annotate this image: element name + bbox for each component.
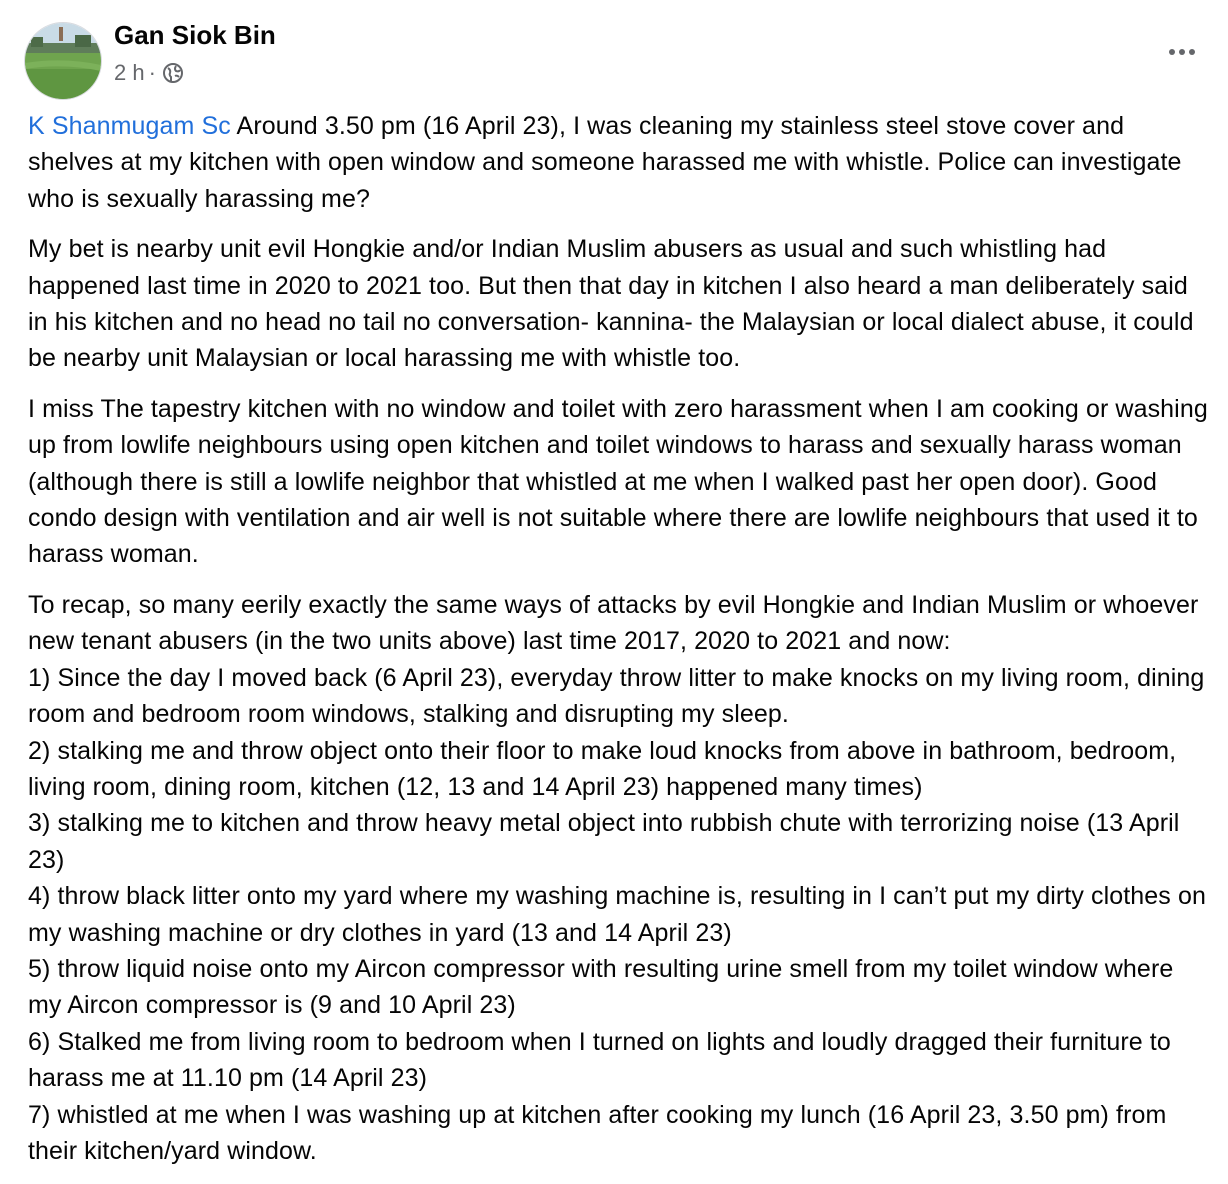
recap-item: 4) throw black litter onto my yard where my washing machine is, resulting in I can’t put my dirty clothes on my washing machine or dry clothes in yard (13 and 14 April 23) [28,882,1206,947]
post-body [28,108,1208,1183]
post-paragraph-1 [28,108,1208,217]
more-options-icon[interactable] [1160,34,1204,70]
meta-separator: · [148,60,156,85]
post-paragraph-2: My bet is nearby unit evil Hongkie and/or Indian Muslim abusers as usual and such whistling had happened last time in 2020 to 2021 too. But then that day in kitchen I also heard a man deliberately said in his kitchen and no head no tail no conversation- kannina- the Malaysian or local dialect abuse, it could be nearby unit Malaysian or local harassing me with whistle too. [28,235,1194,373]
mention-link[interactable]: K Shanmugam Sc [28,112,231,140]
recap-item: 7) whistled at me when I was washing up at kitchen after cooking my lunch (16 April 23, 3.50 pm) from their kitchen/yard window. [28,1100,1167,1165]
post-recap [28,587,1208,1170]
recap-item: 5) throw liquid noise onto my Aircon compressor with resulting urine smell from my toilet window where my Aircon compressor is (9 and 10 April 23) [28,954,1174,1020]
post-meta [114,60,184,86]
author-name[interactable]: Gan Siok Bin [114,20,276,50]
paragraph-text: Around 3.50 pm (16 April 23), I was cleaning my stainless steel stove cover and shelves at my kitchen with open window and someone harassed me with whistle. Police can investigate who is sexually harassing me? [28,112,1182,213]
globe-icon[interactable] [162,62,184,84]
recap-item: 2) stalking me and throw object onto their floor to make loud knocks from above in bathroom, bedroom, living room, dining room, kitchen (12, 13 and 14 April 23) happened many times) [28,736,1177,801]
more-dot [1179,49,1185,55]
avatar-landscape-image [25,23,101,99]
avatar[interactable] [24,22,102,100]
more-dot [1169,49,1175,55]
recap-item: 3) stalking me to kitchen and throw heavy metal object into rubbish chute with terrorizing noise (13 April 23) [28,809,1180,874]
recap-intro: To recap, so many eerily exactly the same ways of attacks by evil Hongkie and Indian Muslim or whoever new tenant abusers (in the two units above) last time 2017, 2020 to 2021 and now: [28,590,1199,656]
post-timestamp[interactable]: 2 h [114,60,145,85]
more-dot [1189,49,1195,55]
recap-item: 6) Stalked me from living room to bedroom when I turned on lights and loudly dragged their furniture to harass me at 11.10 pm (14 April 23) [28,1027,1171,1093]
post-paragraph-3: I miss The tapestry kitchen with no window and toilet with zero harassment when I am cooking or washing up from lowlife neighbours using open kitchen and toilet windows to harass and sexually harass woman (although there is still a lowlife neighbor that whistled at me when I walked past her open door). Good condo design with ventilation and air well is not suitable where there are lowlife neighbours that used it to harass woman. [28,394,1208,569]
recap-item: 1) Since the day I moved back (6 April 23), everyday throw litter to make knocks on my living room, dining room and bedroom room windows, stalking and disrupting my sleep. [28,663,1205,729]
